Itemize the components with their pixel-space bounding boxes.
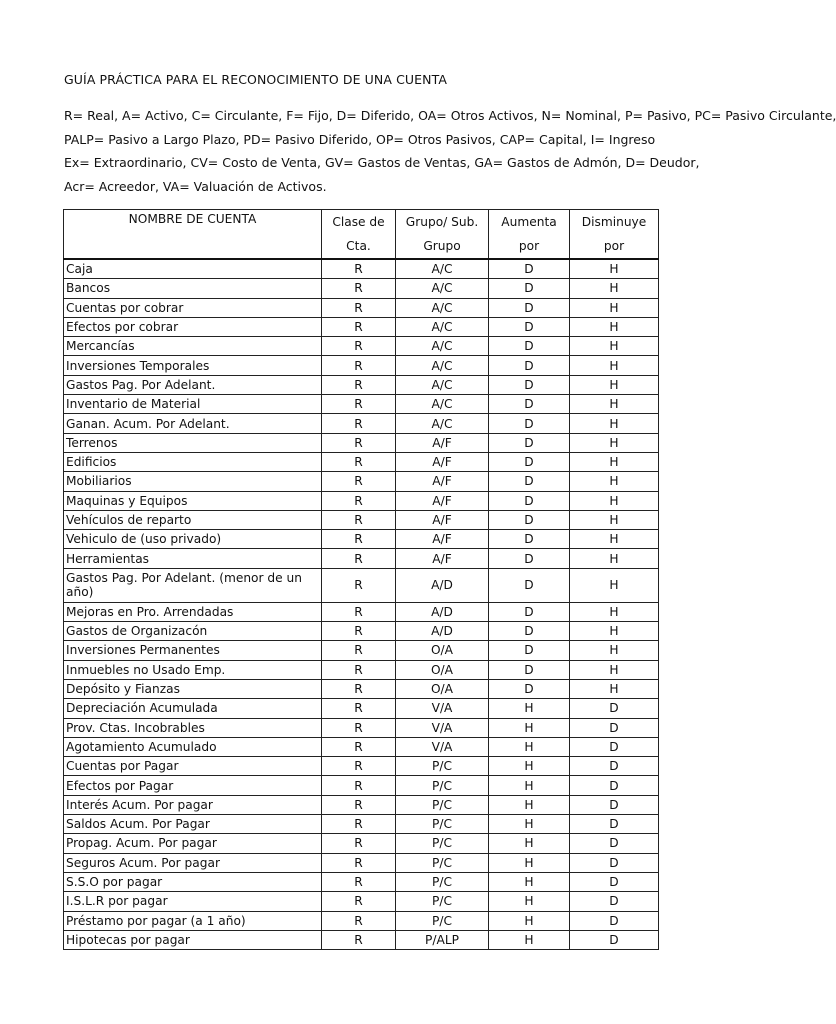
cell-account-name: Vehículos de reparto <box>64 510 322 529</box>
cell-disminuye: H <box>570 602 659 621</box>
cell-grupo: A/C <box>396 259 489 279</box>
cell-clase: R <box>322 795 396 814</box>
cell-disminuye: H <box>570 641 659 660</box>
cell-aumenta: H <box>489 737 570 756</box>
cell-grupo: P/C <box>396 815 489 834</box>
cell-grupo: A/C <box>396 298 489 317</box>
cell-clase: R <box>322 815 396 834</box>
cell-clase: R <box>322 872 396 891</box>
cell-grupo: A/C <box>396 317 489 336</box>
cell-grupo: V/A <box>396 718 489 737</box>
cell-disminuye: D <box>570 757 659 776</box>
cell-grupo: A/C <box>396 356 489 375</box>
cell-account-name: Seguros Acum. Por pagar <box>64 853 322 872</box>
cell-disminuye: D <box>570 853 659 872</box>
table-row <box>64 892 659 911</box>
accounts-table-container <box>63 209 659 950</box>
cell-account-name: Mejoras en Pro. Arrendadas <box>64 602 322 621</box>
cell-account-name: Propag. Acum. Por pagar <box>64 834 322 853</box>
document-title: GUÍA PRÁCTICA PARA EL RECONOCIMIENTO DE UNA CUENTA <box>64 72 448 87</box>
table-row <box>64 930 659 949</box>
cell-grupo: O/A <box>396 679 489 698</box>
cell-disminuye: D <box>570 815 659 834</box>
cell-disminuye: H <box>570 660 659 679</box>
cell-account-name: Efectos por cobrar <box>64 317 322 336</box>
cell-aumenta: D <box>489 375 570 394</box>
table-row <box>64 679 659 698</box>
table-row <box>64 356 659 375</box>
cell-disminuye: H <box>570 317 659 336</box>
cell-clase: R <box>322 472 396 491</box>
cell-grupo: V/A <box>396 737 489 756</box>
cell-clase: R <box>322 602 396 621</box>
table-row <box>64 452 659 471</box>
header-account-name <box>64 210 322 260</box>
table-row <box>64 641 659 660</box>
accounts-table <box>63 209 659 950</box>
cell-disminuye: H <box>570 337 659 356</box>
cell-account-name: Ganan. Acum. Por Adelant. <box>64 414 322 433</box>
header-disminuye-line1: Disminuye <box>581 215 647 229</box>
cell-grupo: A/C <box>396 279 489 298</box>
table-row <box>64 737 659 756</box>
cell-grupo: A/D <box>396 622 489 641</box>
table-row <box>64 433 659 452</box>
cell-account-name: Inventario de Material <box>64 395 322 414</box>
cell-account-name: Depósito y Fianzas <box>64 679 322 698</box>
cell-grupo: O/A <box>396 660 489 679</box>
cell-grupo: A/F <box>396 510 489 529</box>
table-row <box>64 660 659 679</box>
cell-aumenta: D <box>489 472 570 491</box>
cell-grupo: O/A <box>396 641 489 660</box>
cell-clase: R <box>322 317 396 336</box>
cell-grupo: A/D <box>396 568 489 602</box>
cell-disminuye: D <box>570 892 659 911</box>
cell-disminuye: H <box>570 356 659 375</box>
cell-aumenta: H <box>489 699 570 718</box>
cell-account-name: Edificios <box>64 452 322 471</box>
cell-aumenta: D <box>489 259 570 279</box>
cell-aumenta: D <box>489 337 570 356</box>
cell-grupo: A/C <box>396 395 489 414</box>
cell-grupo: A/F <box>396 491 489 510</box>
cell-disminuye: H <box>570 530 659 549</box>
cell-clase: R <box>322 337 396 356</box>
cell-aumenta: D <box>489 568 570 602</box>
cell-clase: R <box>322 776 396 795</box>
cell-clase: R <box>322 718 396 737</box>
table-row <box>64 872 659 891</box>
cell-grupo: A/F <box>396 472 489 491</box>
cell-aumenta: H <box>489 872 570 891</box>
cell-account-name: Interés Acum. Por pagar <box>64 795 322 814</box>
legend-line: R= Real, A= Activo, C= Circulante, F= Fijo, D= Diferido, OA= Otros Activos, N= Nominal, P= Pasivo, PC= Pasivo Circulante, <box>64 108 836 123</box>
cell-aumenta: D <box>489 414 570 433</box>
cell-aumenta: D <box>489 660 570 679</box>
header-disminuye <box>570 210 659 260</box>
cell-aumenta: D <box>489 602 570 621</box>
cell-clase: R <box>322 510 396 529</box>
cell-grupo: P/C <box>396 757 489 776</box>
cell-account-name: Préstamo por pagar (a 1 año) <box>64 911 322 930</box>
cell-account-name: Inmuebles no Usado Emp. <box>64 660 322 679</box>
cell-clase: R <box>322 834 396 853</box>
table-row <box>64 279 659 298</box>
cell-clase: R <box>322 757 396 776</box>
cell-disminuye: H <box>570 510 659 529</box>
cell-clase: R <box>322 452 396 471</box>
cell-disminuye: D <box>570 872 659 891</box>
header-aumenta-line1: Aumenta <box>501 215 557 229</box>
table-row <box>64 699 659 718</box>
cell-account-name: Mercancías <box>64 337 322 356</box>
cell-aumenta: D <box>489 622 570 641</box>
cell-grupo: A/C <box>396 414 489 433</box>
cell-disminuye: H <box>570 568 659 602</box>
cell-disminuye: H <box>570 279 659 298</box>
cell-account-name: Gastos de Organizacón <box>64 622 322 641</box>
header-account-name-label: NOMBRE DE CUENTA <box>128 212 257 226</box>
cell-clase: R <box>322 660 396 679</box>
cell-disminuye: H <box>570 395 659 414</box>
cell-aumenta: D <box>489 395 570 414</box>
cell-grupo: P/C <box>396 776 489 795</box>
header-row <box>64 210 659 260</box>
cell-grupo: A/F <box>396 530 489 549</box>
cell-grupo: A/F <box>396 549 489 568</box>
table-row <box>64 259 659 279</box>
cell-clase: R <box>322 375 396 394</box>
cell-account-name: Mobiliarios <box>64 472 322 491</box>
cell-disminuye: H <box>570 549 659 568</box>
cell-aumenta: H <box>489 834 570 853</box>
cell-clase: R <box>322 549 396 568</box>
header-aumenta <box>489 210 570 260</box>
cell-grupo: P/C <box>396 834 489 853</box>
header-aumenta-line2: por <box>518 239 540 253</box>
cell-account-name: S.S.O por pagar <box>64 872 322 891</box>
table-row <box>64 853 659 872</box>
cell-aumenta: D <box>489 279 570 298</box>
table-row <box>64 757 659 776</box>
cell-clase: R <box>322 491 396 510</box>
cell-disminuye: H <box>570 491 659 510</box>
cell-clase: R <box>322 622 396 641</box>
cell-grupo: P/C <box>396 872 489 891</box>
header-grupo <box>396 210 489 260</box>
table-row <box>64 568 659 602</box>
cell-grupo: A/C <box>396 375 489 394</box>
cell-disminuye: H <box>570 472 659 491</box>
cell-account-name: Gastos Pag. Por Adelant. (menor de un año) <box>64 568 322 602</box>
cell-clase: R <box>322 279 396 298</box>
abbreviation-legend <box>64 108 836 202</box>
legend-line: Acr= Acreedor, VA= Valuación de Activos. <box>64 178 327 194</box>
cell-disminuye: H <box>570 375 659 394</box>
cell-grupo: P/C <box>396 853 489 872</box>
cell-clase: R <box>322 679 396 698</box>
table-header <box>64 210 659 260</box>
cell-aumenta: H <box>489 911 570 930</box>
cell-clase: R <box>322 395 396 414</box>
table-row <box>64 414 659 433</box>
table-row <box>64 317 659 336</box>
cell-aumenta: H <box>489 815 570 834</box>
cell-grupo: V/A <box>396 699 489 718</box>
cell-aumenta: D <box>489 679 570 698</box>
cell-clase: R <box>322 892 396 911</box>
table-row <box>64 395 659 414</box>
cell-disminuye: D <box>570 930 659 949</box>
cell-clase: R <box>322 853 396 872</box>
table-row <box>64 834 659 853</box>
cell-account-name: Hipotecas por pagar <box>64 930 322 949</box>
cell-clase: R <box>322 699 396 718</box>
table-row <box>64 911 659 930</box>
cell-aumenta: H <box>489 930 570 949</box>
cell-aumenta: D <box>489 317 570 336</box>
cell-disminuye: H <box>570 414 659 433</box>
header-grupo-line1: Grupo/ Sub. <box>405 215 479 229</box>
header-grupo-line2: Grupo <box>423 239 461 253</box>
cell-grupo: A/C <box>396 337 489 356</box>
table-row <box>64 298 659 317</box>
table-row <box>64 776 659 795</box>
table-row <box>64 337 659 356</box>
cell-aumenta: D <box>489 452 570 471</box>
cell-grupo: A/F <box>396 433 489 452</box>
cell-clase: R <box>322 414 396 433</box>
cell-clase: R <box>322 568 396 602</box>
cell-grupo: P/C <box>396 795 489 814</box>
table-row <box>64 472 659 491</box>
cell-account-name: Prov. Ctas. Incobrables <box>64 718 322 737</box>
table-row <box>64 491 659 510</box>
cell-clase: R <box>322 259 396 279</box>
header-clase-line2: Cta. <box>346 239 371 253</box>
table-row <box>64 602 659 621</box>
cell-account-name: Terrenos <box>64 433 322 452</box>
cell-account-name: Caja <box>64 259 322 279</box>
header-disminuye-line2: por <box>603 239 625 253</box>
cell-disminuye: H <box>570 259 659 279</box>
cell-account-name: Vehiculo de (uso privado) <box>64 530 322 549</box>
cell-account-name: Efectos por Pagar <box>64 776 322 795</box>
table-row <box>64 375 659 394</box>
table-row <box>64 549 659 568</box>
cell-account-name: Maquinas y Equipos <box>64 491 322 510</box>
cell-account-name: Saldos Acum. Por Pagar <box>64 815 322 834</box>
cell-aumenta: D <box>489 641 570 660</box>
cell-grupo: P/ALP <box>396 930 489 949</box>
cell-aumenta: D <box>489 510 570 529</box>
cell-grupo: A/D <box>396 602 489 621</box>
table-body <box>64 259 659 950</box>
cell-account-name: Agotamiento Acumulado <box>64 737 322 756</box>
cell-aumenta: D <box>489 549 570 568</box>
cell-aumenta: H <box>489 757 570 776</box>
cell-clase: R <box>322 641 396 660</box>
cell-grupo: P/C <box>396 911 489 930</box>
cell-account-name: Gastos Pag. Por Adelant. <box>64 375 322 394</box>
cell-aumenta: D <box>489 491 570 510</box>
cell-aumenta: H <box>489 718 570 737</box>
cell-disminuye: D <box>570 699 659 718</box>
cell-aumenta: H <box>489 795 570 814</box>
cell-disminuye: D <box>570 776 659 795</box>
cell-clase: R <box>322 737 396 756</box>
legend-line: PALP= Pasivo a Largo Plazo, PD= Pasivo Diferido, OP= Otros Pasivos, CAP= Capital, I= Ingreso <box>64 131 656 147</box>
cell-aumenta: D <box>489 356 570 375</box>
cell-grupo: A/F <box>396 452 489 471</box>
cell-clase: R <box>322 911 396 930</box>
cell-account-name: I.S.L.R por pagar <box>64 892 322 911</box>
cell-clase: R <box>322 356 396 375</box>
cell-disminuye: D <box>570 795 659 814</box>
cell-disminuye: H <box>570 298 659 317</box>
cell-disminuye: D <box>570 911 659 930</box>
header-clase-line1: Clase de <box>332 215 385 229</box>
cell-account-name: Bancos <box>64 279 322 298</box>
cell-aumenta: D <box>489 298 570 317</box>
cell-disminuye: D <box>570 718 659 737</box>
cell-aumenta: H <box>489 776 570 795</box>
cell-aumenta: D <box>489 433 570 452</box>
cell-clase: R <box>322 930 396 949</box>
cell-disminuye: H <box>570 679 659 698</box>
legend-line: Ex= Extraordinario, CV= Costo de Venta, GV= Gastos de Ventas, GA= Gastos de Admón, D= Deudor, <box>64 155 700 170</box>
cell-clase: R <box>322 298 396 317</box>
table-row <box>64 622 659 641</box>
table-row <box>64 795 659 814</box>
cell-account-name: Cuentas por Pagar <box>64 757 322 776</box>
cell-account-name: Inversiones Temporales <box>64 356 322 375</box>
cell-disminuye: H <box>570 452 659 471</box>
cell-aumenta: H <box>489 853 570 872</box>
cell-clase: R <box>322 433 396 452</box>
cell-disminuye: H <box>570 433 659 452</box>
cell-clase: R <box>322 530 396 549</box>
cell-account-name: Inversiones Permanentes <box>64 641 322 660</box>
cell-disminuye: D <box>570 737 659 756</box>
table-row <box>64 718 659 737</box>
cell-grupo: P/C <box>396 892 489 911</box>
cell-disminuye: D <box>570 834 659 853</box>
cell-disminuye: H <box>570 622 659 641</box>
cell-account-name: Herramientas <box>64 549 322 568</box>
cell-aumenta: H <box>489 892 570 911</box>
cell-account-name: Cuentas por cobrar <box>64 298 322 317</box>
table-row <box>64 815 659 834</box>
cell-aumenta: D <box>489 530 570 549</box>
header-clase <box>322 210 396 260</box>
cell-account-name: Depreciación Acumulada <box>64 699 322 718</box>
table-row <box>64 530 659 549</box>
table-row <box>64 510 659 529</box>
